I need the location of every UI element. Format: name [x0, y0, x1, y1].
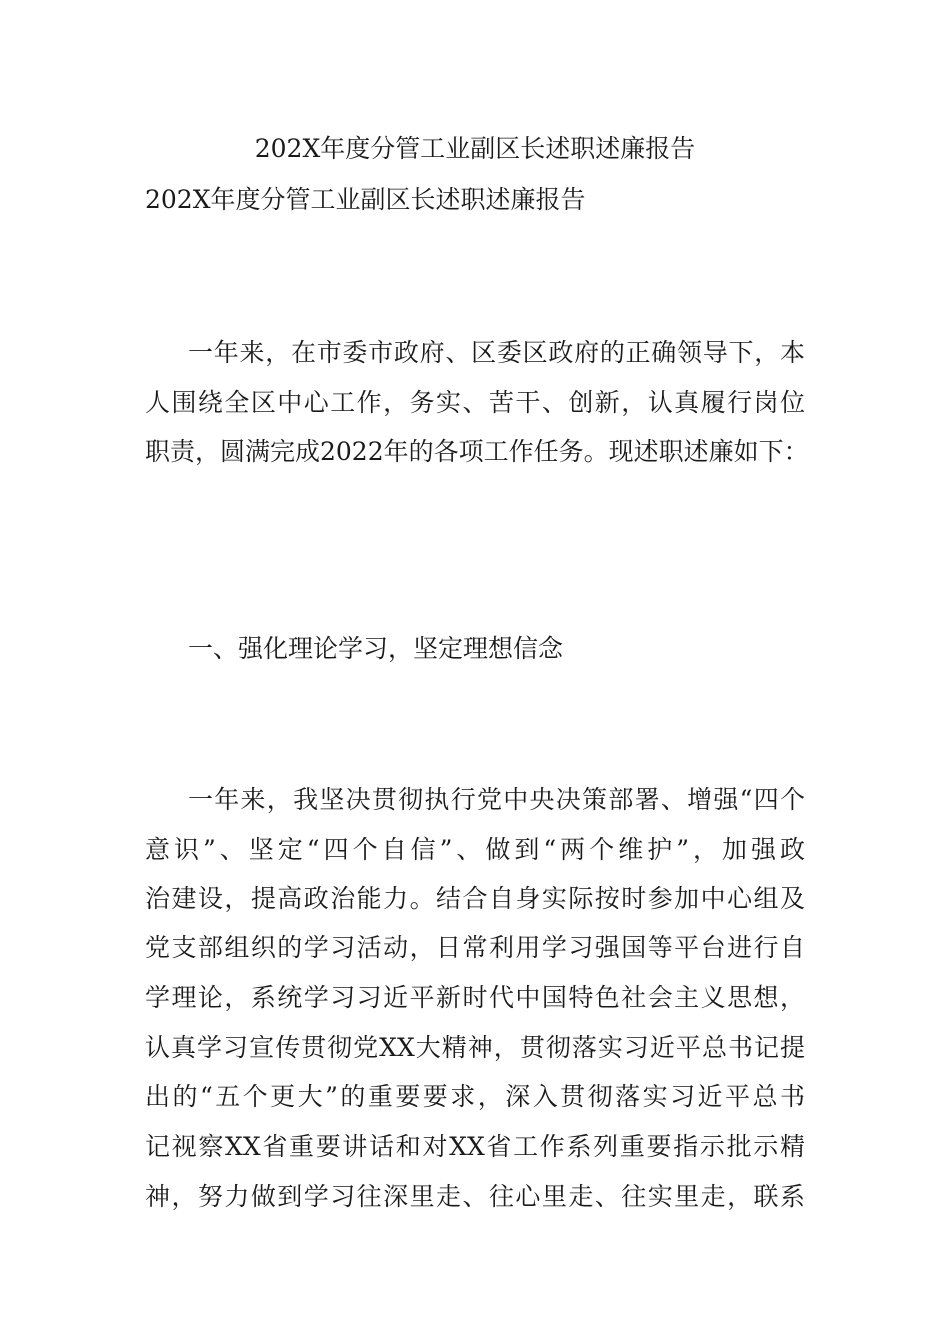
section-body-line: 治建设，提高政治能力。结合自身实际按时参加中心组及 [145, 884, 805, 913]
document-title: 202X年度分管工业副区长述职述廉报告 [254, 134, 696, 163]
section-body-line: 意识”、坚定“四个自信”、做到“两个维护”，加强政 [145, 835, 805, 864]
section-body-line: 党支部组织的学习活动，日常利用学习强国等平台进行自 [145, 933, 805, 962]
section-body-line: 一年来，我坚决贯彻执行党中央决策部署、增强“四个 [188, 785, 805, 814]
document-subtitle: 202X年度分管工业副区长述职述廉报告 [145, 185, 586, 214]
section-body-line: 神，努力做到学习往深里走、往心里走、往实里走，联系 [145, 1182, 805, 1211]
section-body-line: 记视察XX省重要讲话和对XX省工作系列重要指示批示精 [145, 1132, 805, 1161]
intro-line: 职责，圆满完成2022年的各项工作任务。现述职述廉如下： [145, 437, 809, 466]
section-body-line: 学理论，系统学习习近平新时代中国特色社会主义思想， [145, 983, 805, 1012]
section-body-line: 出的“五个更大”的重要要求，深入贯彻落实习近平总书 [145, 1082, 805, 1111]
intro-line: 一年来，在市委市政府、区委区政府的正确领导下，本 [188, 338, 805, 367]
section-body-line: 认真学习宣传贯彻党XX大精神，贯彻落实习近平总书记提 [145, 1033, 805, 1062]
intro-line: 人围绕全区中心工作，务实、苦干、创新，认真履行岗位 [145, 388, 805, 417]
section-heading: 一、强化理论学习，坚定理想信念 [188, 634, 564, 663]
